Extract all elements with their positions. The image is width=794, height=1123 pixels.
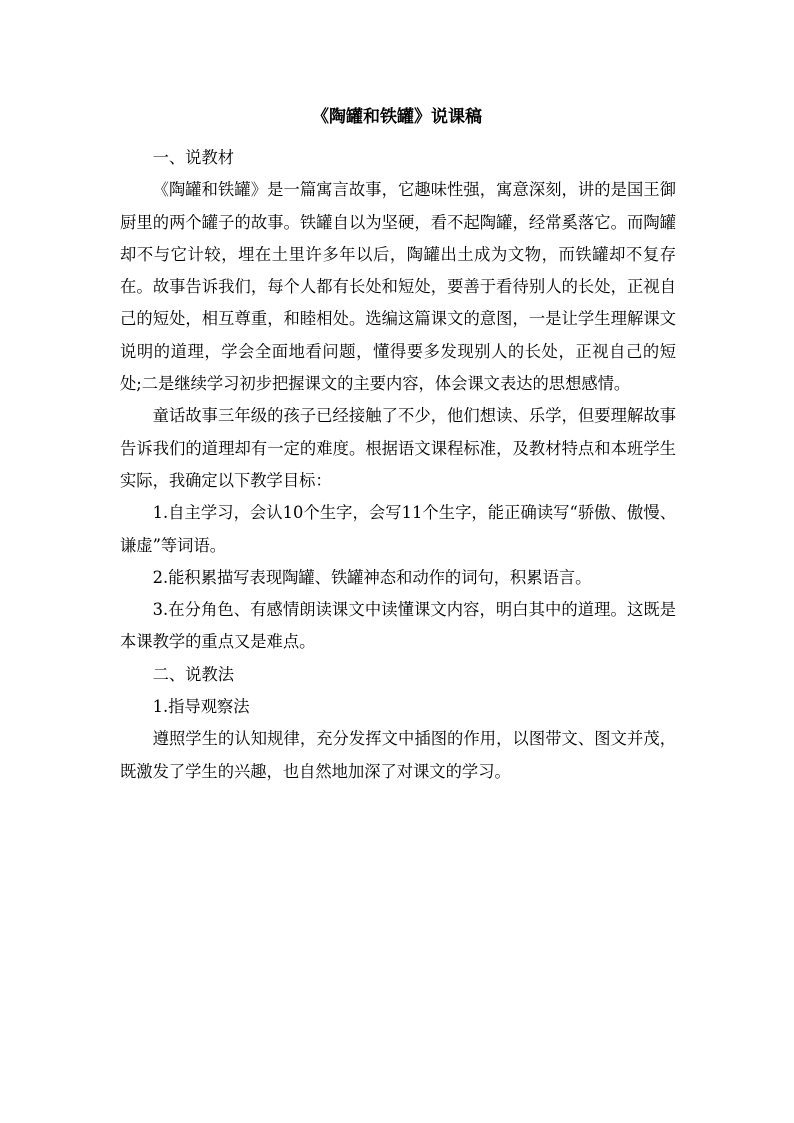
paragraph-observation-method: 遵照学生的认知规律，充分发挥文中插图的作用，以图带文、图文并茂，既激发了学生的兴趣，也自然地加深了对课文的学习。 <box>120 729 676 781</box>
paragraph-story-summary: 《陶罐和铁罐》是一篇寓言故事，它趣味性强，寓意深刻，讲的是国王御厨里的两个罐子的故事。铁罐自以为坚硬，看不起陶罐，经常奚落它。而陶罐却不与它计较，埋在土里许多年以后，陶罐出土成为文物，而铁罐却不复存在。故事告诉我们，每个人都有长处和短处，要善于看待别人的长处，正视自己的短处，相互尊重，和睦相处。选编这篇课文的意图，一是让学生理解课文说明的道理，学会全面地看问题，懂得要多发现别人的长处，正视自己的短处;二是继续学习初步把握课文的主要内容，体会课文表达的思想感情。 <box>120 180 676 394</box>
teaching-goal-3: 3.在分角色、有感情朗读课文中读懂课文内容，明白其中的道理。这既是本课教学的重点又是难点。 <box>120 600 676 652</box>
section-heading-teaching-method: 二、说教法 <box>152 664 235 684</box>
section-heading-textbook: 一、说教材 <box>152 148 235 167</box>
document-title: 《陶罐和铁罐》说课稿 <box>312 107 482 127</box>
method-heading-observation: 1.指导观察法 <box>152 697 250 717</box>
teaching-goal-2: 2.能积累描写表现陶罐、铁罐神态和动作的词句，积累语言。 <box>152 567 592 587</box>
teaching-goal-1: 1.自主学习，会认10个生字，会写11个生字，能正确读写“骄傲、傲慢、谦虚”等词语。 <box>120 503 676 555</box>
document-body <box>120 142 676 788</box>
paragraph-teaching-goals-intro: 童话故事三年级的孩子已经接触了不少，他们想读、乐学，但要理解故事告诉我们的道理却有一定的难度。根据语文课程标准，及教材特点和本班学生实际，我确定以下教学目标： <box>120 406 676 490</box>
